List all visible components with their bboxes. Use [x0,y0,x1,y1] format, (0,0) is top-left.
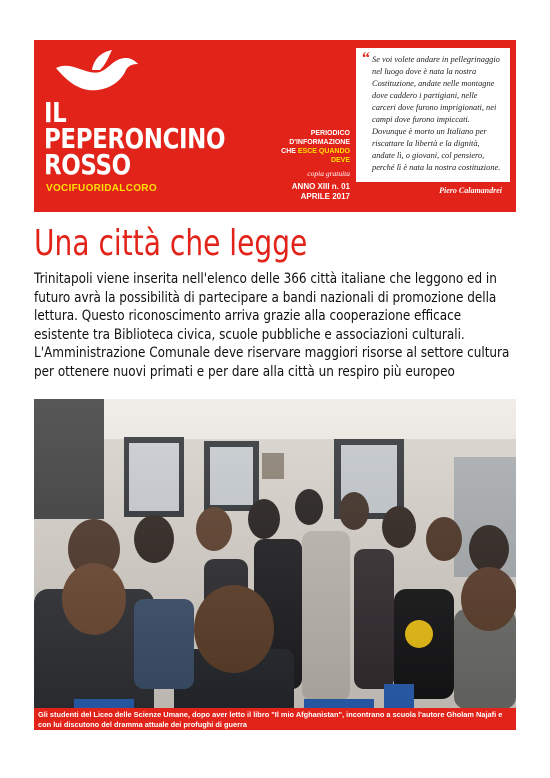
newspaper-name [44,96,226,181]
quote-mark-icon: “ [362,50,370,67]
dove-icon [52,50,142,100]
article-body [34,270,516,381]
meta-line-2: D'INFORMAZIONE [289,139,350,146]
issue-number: ANNO XIII n. 01 [291,182,350,191]
brand-line-1: IL [44,96,67,129]
article-photo [34,399,516,729]
article-title: Una città che legge [34,223,308,264]
issue-date: APRILE 2017 [300,192,350,201]
meta-line-3b: ESCE QUANDO DEVE [297,148,350,164]
meta-line-1: PERIODICO [310,130,350,137]
meta-line-3a: CHE [281,148,298,155]
quote-author: Piero Calamandrei [439,186,502,195]
periodical-info [270,129,350,178]
tagline: VOCIFUORIDALCORO [46,183,157,194]
brand-line-2: PEPERONCINO [44,122,226,155]
photo-caption: Gli studenti del Liceo delle Scienze Umane, dopo aver letto il libro "Il mio Afghanistan", incontrano a scuola l'autore Gholam Najafi e con lui discutono del dramma attuale dei profughi di guerra [34,708,516,730]
quote-text: Se voi volete andare in pellegrinaggio nel luogo dove è nata la nostra Costituzione, andate nelle montagne dove caddero i partigiani, nelle carceri dove furono imprigionati, nei campi dove furono impiccati. Dovunque è morto un Italiano per riscattare la libertà e la dignità, andate lì, o giovani, col pensiero, perché lì è nata la nostra costituzione. [372,55,501,172]
meta-line-3 [270,147,350,165]
brand-line-3: ROSSO [44,148,131,181]
article-text: Trinitapoli viene inserita nell'elenco delle 366 città italiane che leggono ed in futuro avrà la possibilità di partecipare a bandi nazionali di promozione della lettura. Questo riconoscimento arriva grazie alla cooperazione efficace esistente tra Biblioteca civica, scuole pubbliche e associazioni culturali. L'Amministrazione Comunale deve riservare maggiori risorse al settore cultura per ottenere nuovi primati e per dare alla città un respiro più europeo [34,271,510,380]
issue-info [280,182,350,202]
masthead [34,40,516,212]
quote-box [356,48,510,182]
classroom-photo [34,399,516,729]
copia-gratuita: copia gratuita [307,169,350,178]
